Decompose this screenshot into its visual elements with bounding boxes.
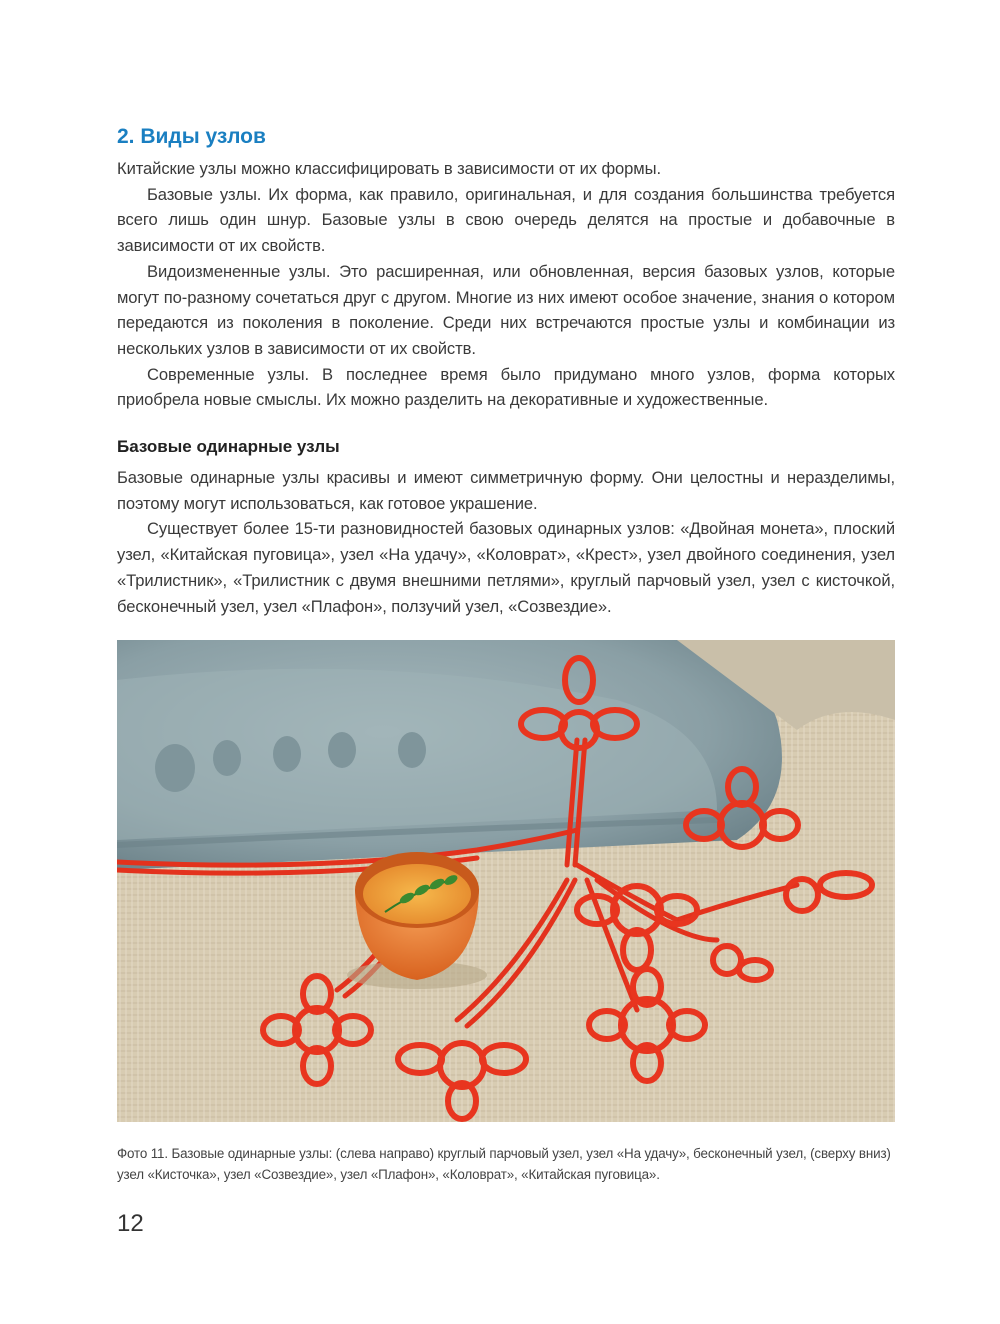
basic-knots-paragraph: Базовые узлы. Их форма, как правило, оригинальная, и для создания большинства требуется всего лишь один шнур. Базовые узлы в свою очередь делятся на простые и добавочные в зависимости от их свойств. [117, 184, 895, 256]
section-body [117, 156, 895, 413]
subsection-body [117, 465, 895, 619]
modern-knots-paragraph: Современные узлы. В последнее время было придумано много узлов, форма которых приобрела новые смыслы. Их можно разделить на декоративные и художественные. [117, 364, 895, 410]
photo-caption: Фото 11. Базовые одинарные узлы: (слева направо) круглый парчовый узел, узел «На удачу», бесконечный узел, (сверху вниз) узел «Кисточка», узел «Созвездие», узел «Плафон», «Коловрат», «Китайская пуговица». [117, 1146, 891, 1182]
modified-knots-paragraph: Видоизмененные узлы. Это расширенная, или обновленная, версия базовых узлов, которые могут по-разному сочетаться друг с другом. Многие из них имеют особое значение, знания о котором передаются из поколения в поколение. Среди них встречаются простые узлы и комбинации из нескольких узлов в зависимости от их свойств. [117, 261, 895, 358]
tea-cup [347, 852, 487, 989]
intro-paragraph: Китайские узлы можно классифицировать в зависимости от их формы. [117, 159, 661, 178]
subsection-title: Базовые одинарные узлы [117, 437, 340, 456]
knots-photo-illustration [117, 640, 895, 1122]
section-title: 2. Виды узлов [117, 125, 266, 148]
knots-photo [117, 640, 895, 1122]
single-knots-paragraph: Базовые одинарные узлы красивы и имеют симметричную форму. Они целостны и неразделимы, поэтому могут использоваться, как готовое украшение. [117, 468, 895, 513]
page-number: 12 [117, 1210, 144, 1237]
knot-varieties-paragraph: Существует более 15-ти разновидностей базовых одинарных узлов: «Двойная монета», плоский узел, «Китайская пуговица», узел «На удачу», «Коловрат», «Крест», узел двойного соединения, узел «Трилистник», «Трилистник с двумя внешними петлями», круглый парчовый узел, узел с кисточкой, бесконечный узел, узел «Плафон», ползучий узел, «Созвездие». [117, 519, 895, 616]
